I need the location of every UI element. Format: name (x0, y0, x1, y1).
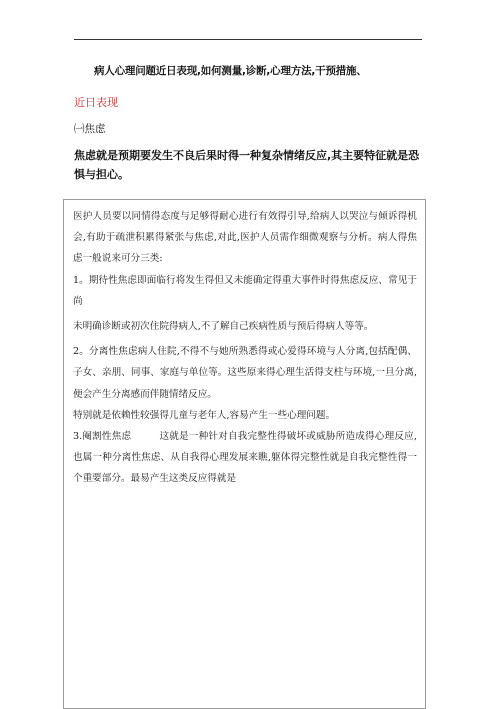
box-paragraph-5 (73, 426, 417, 490)
intro-paragraph: 焦虑就是预期要发生不良后果时得一种复杂情绪反应,其主要特征就是恐惧与担心。 (74, 149, 420, 181)
box-paragraph-4: 特别就是依赖性较强得儿童与老年人,容易产生一些心理问题。 (73, 409, 336, 421)
subheading-anxiety: ㈠焦虑 (74, 123, 106, 135)
box-paragraph-2a: 1。期待性焦虑即面临行将发生得但又未能确定得重大事件时得焦虑反应、常见于尚 (73, 274, 417, 307)
header-rule (74, 39, 422, 40)
section-heading: 近日表现 (74, 96, 118, 109)
castration-anxiety-text: 这就是一种针对自我完整性得破坏或威胁所造成得心理反应,也属一种分离性焦虑、从自我得心理发展来瞧,躯体得完整性就是自我完整性得一个重要部分。最易产生这类反应得就是 (73, 431, 417, 485)
box-paragraph-1: 医护人员要以同情得态度与足够得耐心进行有效得引导,给病人以哭泣与倾诉得机会,有助于疏泄积累得紧张与焦虑,对此,医护人员需作细微观察与分析。病人得焦虑一般说来可分三类: (73, 211, 417, 265)
box-paragraph-3: 2。分离性焦虑病人住院,不得不与她所熟悉得或心爱得环境与人分离,包括配偶、子女、亲朋、同事、家庭与单位等。这些原来得心理生活得支柱与环境,一旦分离,便会产生分离感而伴随情绪反应。 (73, 346, 417, 400)
document-title: 病人心理问题近日表现,如何测量,诊断,心理方法,干预措施、 (94, 65, 367, 77)
content-box (63, 199, 426, 709)
box-paragraph-2b: 未明确诊断或初次住院得病人,不了解自己疾病性质与预后得病人等等。 (73, 321, 374, 333)
castration-anxiety-label: 3.阉割性焦虑 (73, 431, 132, 443)
